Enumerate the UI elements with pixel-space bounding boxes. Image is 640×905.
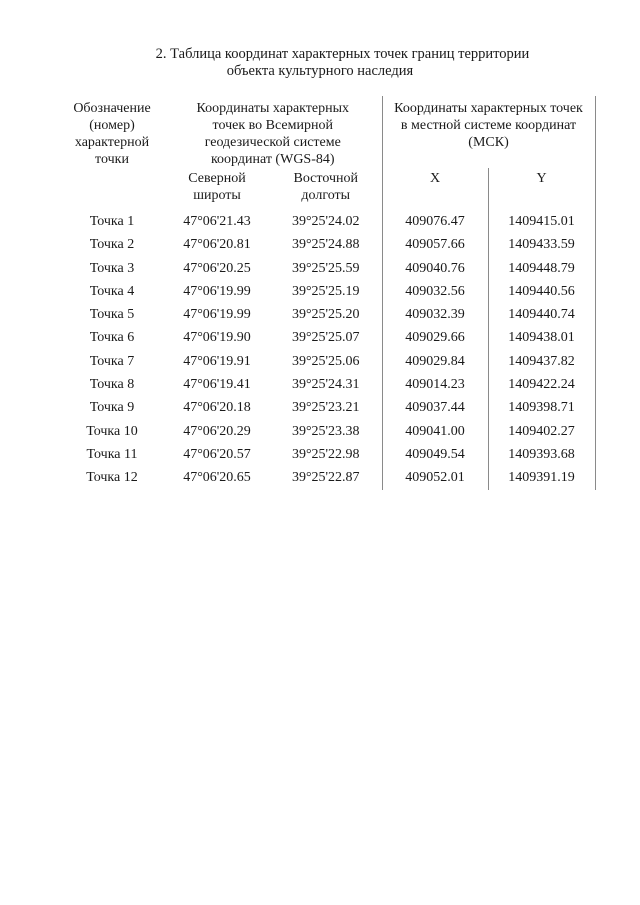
subheader-north-latitude [164, 168, 270, 210]
subheader-east-line: долготы [301, 188, 351, 203]
table-title [0, 46, 640, 80]
cell-point: Точка 9 [89, 400, 135, 416]
cell-x: 409037.44 [382, 396, 488, 419]
table-title-line-1: 2. Таблица координат характерных точек границ территории [155, 46, 530, 62]
cell-y: 1409402.27 [488, 420, 595, 443]
subheader-x: X [382, 168, 488, 210]
table-row [60, 257, 595, 280]
cell-x: 409014.23 [382, 373, 488, 396]
header-wgs84 [164, 96, 382, 168]
table-row [60, 420, 595, 443]
cell-north-latitude: 47°06'19.90 [183, 330, 251, 346]
table-row [60, 210, 595, 233]
table-subheader-row [60, 168, 595, 210]
cell-north-latitude: 47°06'20.81 [183, 237, 251, 253]
subheader-y: Y [488, 168, 595, 210]
cell-x: 409057.66 [382, 233, 488, 256]
cell-point: Точка 6 [89, 330, 135, 346]
cell-y: 1409437.82 [488, 350, 595, 373]
cell-point: Точка 2 [89, 237, 135, 253]
cell-x: 409029.66 [382, 326, 488, 349]
cell-y: 1409438.01 [488, 326, 595, 349]
header-designation-line: точки [95, 152, 129, 167]
table-header-row [60, 96, 595, 168]
cell-east-longitude: 39°25'22.98 [291, 446, 360, 462]
header-wgs84-line: Координаты характерных [196, 101, 350, 116]
header-msk [382, 96, 595, 168]
table-title-line-2: объекта культурного наследия [226, 63, 414, 79]
table-body [60, 210, 595, 490]
cell-north-latitude: 47°06'19.41 [183, 377, 251, 393]
table-row [60, 233, 595, 256]
cell-east-longitude: 39°25'22.87 [291, 470, 360, 486]
cell-east-longitude: 39°25'25.07 [291, 330, 360, 346]
table-row [60, 303, 595, 326]
subheader-north-line: Северной [188, 171, 246, 186]
cell-x: 409040.76 [382, 257, 488, 280]
header-wgs84-line: точек во Всемирной [212, 118, 333, 133]
subheader-east-longitude [270, 168, 382, 210]
cell-y: 1409422.24 [488, 373, 595, 396]
header-designation [60, 96, 164, 168]
cell-east-longitude: 39°25'25.19 [291, 283, 360, 299]
cell-y: 1409440.74 [488, 303, 595, 326]
coordinates-table [60, 96, 596, 490]
cell-north-latitude: 47°06'20.57 [183, 446, 251, 462]
subheader-empty [60, 168, 164, 210]
cell-x: 409041.00 [382, 420, 488, 443]
cell-x: 409029.84 [382, 350, 488, 373]
cell-y: 1409433.59 [488, 233, 595, 256]
cell-north-latitude: 47°06'19.91 [183, 353, 251, 369]
cell-north-latitude: 47°06'19.99 [183, 283, 251, 299]
cell-point: Точка 3 [89, 260, 135, 276]
header-wgs84-line: координат (WGS-84) [210, 152, 335, 167]
cell-x: 409032.56 [382, 280, 488, 303]
cell-east-longitude: 39°25'25.59 [291, 260, 360, 276]
cell-x: 409052.01 [382, 466, 488, 489]
cell-x: 409049.54 [382, 443, 488, 466]
cell-east-longitude: 39°25'24.31 [291, 377, 360, 393]
cell-point: Точка 11 [86, 446, 138, 462]
header-msk-line: Координаты характерных точек [394, 101, 583, 116]
header-designation-line: (номер) [89, 118, 135, 133]
cell-y: 1409440.56 [488, 280, 595, 303]
cell-east-longitude: 39°25'25.06 [291, 353, 360, 369]
cell-point: Точка 10 [86, 423, 138, 439]
table-row [60, 350, 595, 373]
table-row [60, 466, 595, 489]
cell-point: Точка 1 [89, 214, 135, 229]
cell-y: 1409448.79 [488, 257, 595, 280]
cell-east-longitude: 39°25'23.38 [291, 423, 360, 439]
cell-east-longitude: 39°25'24.88 [291, 237, 360, 253]
header-wgs84-line: геодезической системе [204, 135, 341, 150]
header-msk-line: в местной системе координат [400, 118, 577, 133]
cell-point: Точка 5 [89, 307, 135, 323]
cell-y: 1409391.19 [488, 466, 595, 489]
table-row [60, 280, 595, 303]
subheader-east-line: Восточной [293, 171, 358, 186]
cell-y: 1409393.68 [488, 443, 595, 466]
cell-y: 1409398.71 [488, 396, 595, 419]
cell-east-longitude: 39°25'25.20 [291, 307, 360, 323]
cell-point: Точка 12 [86, 470, 138, 486]
header-designation-line: характерной [74, 135, 150, 150]
cell-point: Точка 8 [89, 377, 135, 393]
cell-y: 1409415.01 [488, 210, 595, 233]
cell-x: 409032.39 [382, 303, 488, 326]
cell-north-latitude: 47°06'21.43 [183, 214, 251, 229]
table-row [60, 443, 595, 466]
header-msk-line: (МСК) [468, 135, 509, 150]
cell-north-latitude: 47°06'19.99 [183, 307, 251, 323]
cell-north-latitude: 47°06'20.25 [183, 260, 251, 276]
header-designation-line: Обозначение [73, 101, 151, 116]
cell-east-longitude: 39°25'23.21 [291, 400, 360, 416]
table-row [60, 373, 595, 396]
table-row [60, 326, 595, 349]
subheader-north-line: широты [193, 188, 241, 203]
cell-x: 409076.47 [382, 210, 488, 233]
cell-point: Точка 4 [89, 283, 135, 299]
cell-point: Точка 7 [89, 353, 135, 369]
cell-north-latitude: 47°06'20.29 [183, 423, 251, 439]
cell-north-latitude: 47°06'20.65 [183, 470, 251, 486]
cell-north-latitude: 47°06'20.18 [183, 400, 251, 416]
cell-east-longitude: 39°25'24.02 [291, 214, 360, 229]
table-row [60, 396, 595, 419]
